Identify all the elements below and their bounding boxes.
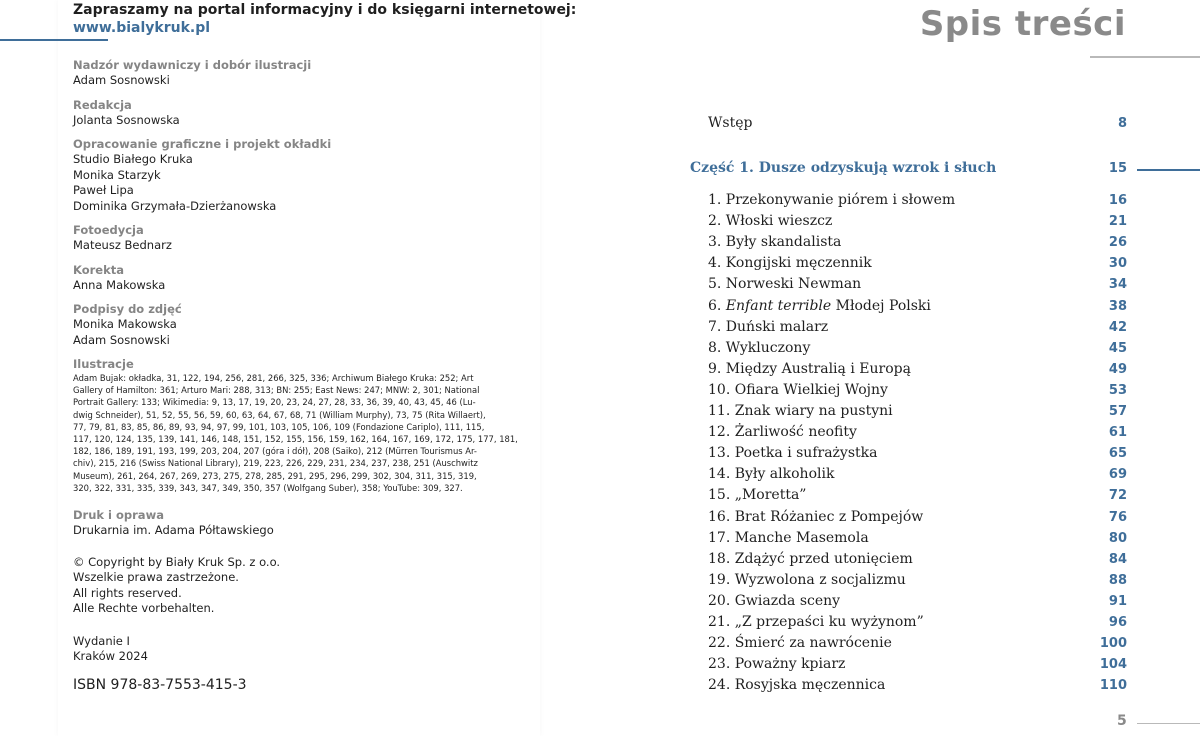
- page-number: 5: [1117, 713, 1127, 729]
- toc-entry-title: 16. Brat Różaniec z Pompejów: [708, 508, 924, 525]
- toc-part-title: Część 1. Dusze odzyskują wzrok i słuch: [690, 160, 997, 176]
- illustrations-line: 320, 322, 331, 335, 339, 343, 347, 349, 350, 357 (Wolfgang Suber), 358; YouTube: 309, 327.: [73, 482, 463, 493]
- toc-entry-title: Wstęp: [708, 115, 753, 131]
- toc-entry-title: 11. Znak wiary na pustyni: [708, 403, 893, 419]
- toc-entry-title: 10. Ofiara Wielkiej Wojny: [708, 381, 888, 398]
- copyright-line: Alle Rechte vorbehalten.: [73, 601, 215, 616]
- toc-chapter-4[interactable]: [708, 255, 1127, 276]
- toc-entry-page: 65: [1108, 446, 1127, 462]
- credit-section: [73, 98, 523, 129]
- illustrations-line: Adam Bujak: okładka, 31, 122, 194, 256, 281, 266, 325, 336; Archiwum Białego Kruka: 252; Art: [73, 373, 474, 383]
- toc-entry-page: 80: [1108, 530, 1127, 546]
- toc-entry-page: 45: [1108, 340, 1127, 356]
- toc-entry-page: 88: [1108, 572, 1127, 588]
- toc-entry-title: 17. Manche Masemola: [708, 529, 869, 546]
- illustrations-line: chiv), 215, 216 (Swiss National Library), 219, 223, 226, 229, 231, 234, 237, 238, 251 (Auschwitz: [73, 458, 478, 469]
- section-line: Paweł Lipa: [73, 183, 134, 197]
- toc-entry-page: 61: [1108, 425, 1127, 441]
- toc-entry-page: 91: [1108, 593, 1127, 609]
- toc-entry-title: 6. Enfant terrible Młodej Polski: [708, 297, 931, 314]
- toc-entry-page: 76: [1108, 509, 1127, 525]
- section-line: Monika Makowska: [73, 317, 177, 331]
- copyright-line: Wszelkie prawa zastrzeżone.: [73, 570, 239, 585]
- toc-entry-title: 8. Wykluczony: [708, 339, 811, 356]
- illustrations-credits: [73, 372, 518, 494]
- section-line: Adam Sosnowski: [73, 73, 170, 87]
- section-heading: Ilustracje: [73, 357, 134, 371]
- section-line: Anna Makowska: [73, 277, 166, 292]
- toc-entry-title: 14. Były alkoholik: [708, 466, 835, 483]
- toc-entry-title: 21. „Z przepaści ku wyżynom”: [708, 614, 924, 630]
- toc-entry-title: 18. Zdążyć przed utonięciem: [708, 550, 913, 567]
- section-line: Drukarnia im. Adama Półtawskiego: [73, 523, 274, 538]
- toc-entry-title: 15. „Moretta”: [708, 487, 807, 504]
- toc-chapter-20[interactable]: [708, 593, 1127, 614]
- toc-chapter-21[interactable]: [708, 614, 1127, 635]
- toc-chapter-22[interactable]: [708, 635, 1127, 656]
- toc-chapter-10[interactable]: [708, 382, 1127, 403]
- toc-chapter-3[interactable]: [708, 234, 1127, 255]
- credit-section: [73, 223, 523, 254]
- section-line: Mateusz Bednarz: [73, 238, 172, 252]
- illustrations-line: 182, 186, 189, 191, 193, 199, 203, 204, 207 (góra i dół), 208 (Saiko), 212 (Mürren Tourismus Ar-: [73, 446, 477, 457]
- toc-chapter-1[interactable]: [708, 192, 1127, 213]
- illustrations-line: Portrait Gallery: 133; Wikimedia: 9, 13, 17, 19, 20, 23, 24, 27, 28, 33, 36, 39, 40, 43, 45, 46 (Lu-: [73, 397, 476, 408]
- illustrations-line: 77, 79, 81, 83, 85, 86, 89, 93, 94, 97, 99, 101, 103, 105, 106, 109 (Fondazione Cariplo), 111, 115,: [73, 421, 485, 432]
- illustrations-line: Gallery of Hamilton: 361; Arturo Mari: 288, 313; BN: 255; East News: 247; MNW: 2, 301; National: [73, 385, 480, 396]
- toc-entry-page: 57: [1108, 404, 1127, 419]
- toc-chapter-2[interactable]: [708, 213, 1127, 234]
- toc-chapter-23[interactable]: [708, 656, 1127, 677]
- part-accent-rule: [1137, 169, 1200, 171]
- page-number-rule: [1137, 723, 1200, 724]
- toc-entry-page: 30: [1108, 256, 1127, 272]
- toc-entry-title: 2. Włoski wieszcz: [708, 213, 833, 230]
- toc-chapter-13[interactable]: [708, 445, 1127, 466]
- toc-entry-page: 69: [1108, 467, 1127, 483]
- italic-phrase: Enfant terrible: [725, 297, 832, 314]
- toc-chapter-7[interactable]: [708, 319, 1127, 340]
- section-heading: Redakcja: [73, 97, 132, 112]
- section-line: Jolanta Sosnowska: [73, 112, 180, 127]
- toc-chapter-19[interactable]: [708, 572, 1127, 593]
- illustrations-line: Museum), 261, 264, 267, 269, 273, 275, 278, 285, 291, 295, 296, 299, 302, 304, 311, 315, 319,: [73, 470, 477, 481]
- toc-entry-page: 15: [1108, 161, 1127, 176]
- toc-chapter-15[interactable]: [708, 487, 1127, 508]
- toc-entry-title: 20. Gwiazda sceny: [708, 592, 841, 609]
- toc-entry-page: 42: [1108, 319, 1127, 335]
- copyright-line: All rights reserved.: [73, 585, 182, 600]
- toc-chapter-6[interactable]: [708, 298, 1127, 319]
- toc-entry-page: 8: [1117, 116, 1127, 131]
- illustrations-section: [73, 357, 523, 494]
- toc-entry-page: 100: [1099, 636, 1127, 652]
- isbn: ISBN 978-83-7553-415-3: [73, 676, 247, 693]
- toc-entry-page: 53: [1108, 382, 1127, 398]
- toc-entry-title: 23. Poważny kpiarz: [708, 656, 846, 673]
- print-section: [73, 508, 523, 539]
- title-rule: [1090, 56, 1200, 58]
- toc-entry-page: 38: [1108, 298, 1127, 314]
- website-link[interactable]: www.bialykruk.pl: [73, 20, 211, 36]
- section-heading: Druk i oprawa: [73, 508, 164, 523]
- toc-entry-title: 1. Przekonywanie piórem i słowem: [708, 192, 956, 208]
- left-accent-rule: [0, 39, 108, 41]
- credit-section: [73, 302, 523, 348]
- toc-entry-page: 110: [1099, 678, 1127, 694]
- toc-entry-title: 7. Duński malarz: [708, 318, 829, 335]
- toc-entry-title: 19. Wyzwolona z socjalizmu: [708, 571, 906, 588]
- page-title: Spis treści: [919, 4, 1126, 44]
- toc-chapter-24[interactable]: [708, 677, 1127, 698]
- toc-intro[interactable]: [708, 115, 1127, 136]
- toc-part-1[interactable]: [690, 160, 1127, 181]
- intro-line: Zapraszamy na portal informacyjny i do księgarni internetowej:: [73, 2, 577, 18]
- section-line: Adam Sosnowski: [73, 332, 170, 347]
- section-line: Monika Starzyk: [73, 167, 161, 182]
- edition-line: Wydanie I: [73, 633, 130, 648]
- copyright-line: © Copyright by Biały Kruk Sp. z o.o.: [73, 554, 281, 569]
- toc-entry-page: 34: [1108, 277, 1127, 293]
- section-heading: Podpisy do zdjęć: [73, 302, 182, 316]
- toc-chapter-16[interactable]: [708, 509, 1127, 530]
- section-heading: Korekta: [73, 262, 124, 277]
- toc-entry-title: 22. Śmierć za nawrócenie: [708, 635, 892, 652]
- section-line: Studio Białego Kruka: [73, 152, 193, 166]
- toc-chapter-5[interactable]: [708, 276, 1127, 297]
- toc-entry-title: 13. Poetka i sufrażystka: [708, 445, 878, 462]
- credit-section: [73, 58, 523, 89]
- toc-entry-page: 26: [1108, 235, 1127, 251]
- edition-block: [73, 634, 523, 665]
- toc-chapter-9[interactable]: [708, 361, 1127, 382]
- toc-chapter-12[interactable]: [708, 424, 1127, 445]
- section-heading: Fotoedycja: [73, 223, 144, 237]
- toc-entry-page: 16: [1108, 193, 1127, 208]
- intro-text: [73, 1, 576, 37]
- toc-entry-page: 21: [1108, 214, 1127, 230]
- toc-entry-page: 104: [1099, 657, 1127, 673]
- copyright-block: [73, 555, 523, 617]
- toc-chapter-11[interactable]: [708, 403, 1127, 424]
- toc-entry-page: 49: [1108, 361, 1127, 377]
- toc-chapter-8[interactable]: [708, 340, 1127, 361]
- section-heading: Nadzór wydawniczy i dobór ilustracji: [73, 58, 312, 72]
- illustrations-line: dwig Schneider), 51, 52, 55, 56, 59, 60, 63, 64, 67, 68, 71 (William Murphy), 73, 75 (Rita Willaert),: [73, 409, 486, 420]
- credits: [73, 58, 523, 693]
- edition-place-year: Kraków 2024: [73, 649, 148, 664]
- section-line: Dominika Grzymała-Dzierżanowska: [73, 198, 277, 213]
- toc-chapter-18[interactable]: [708, 551, 1127, 572]
- section-heading: Opracowanie graficzne i projekt okładki: [73, 137, 332, 151]
- illustrations-line: 117, 120, 124, 135, 139, 141, 146, 148, 151, 152, 155, 156, 159, 162, 164, 167, 169, 172, 175, 177, 181,: [73, 434, 518, 445]
- toc-entry-title: 5. Norweski Newman: [708, 276, 862, 293]
- toc-chapter-17[interactable]: [708, 530, 1127, 551]
- credit-section: [73, 263, 523, 294]
- toc-entry-title: 4. Kongijski męczennik: [708, 255, 872, 272]
- toc-chapter-14[interactable]: [708, 466, 1127, 487]
- toc-entry-title: 12. Żarliwość neofity: [708, 424, 857, 441]
- toc-entry-page: 72: [1108, 488, 1127, 504]
- toc-entry-page: 84: [1108, 551, 1127, 567]
- toc-entry-title: 3. Były skandalista: [708, 234, 842, 251]
- toc-entry-title: 9. Między Australią i Europą: [708, 360, 911, 377]
- credit-section: [73, 137, 523, 214]
- toc-entry-page: 96: [1108, 615, 1127, 630]
- toc-entry-title: 24. Rosyjska męczennica: [708, 677, 886, 694]
